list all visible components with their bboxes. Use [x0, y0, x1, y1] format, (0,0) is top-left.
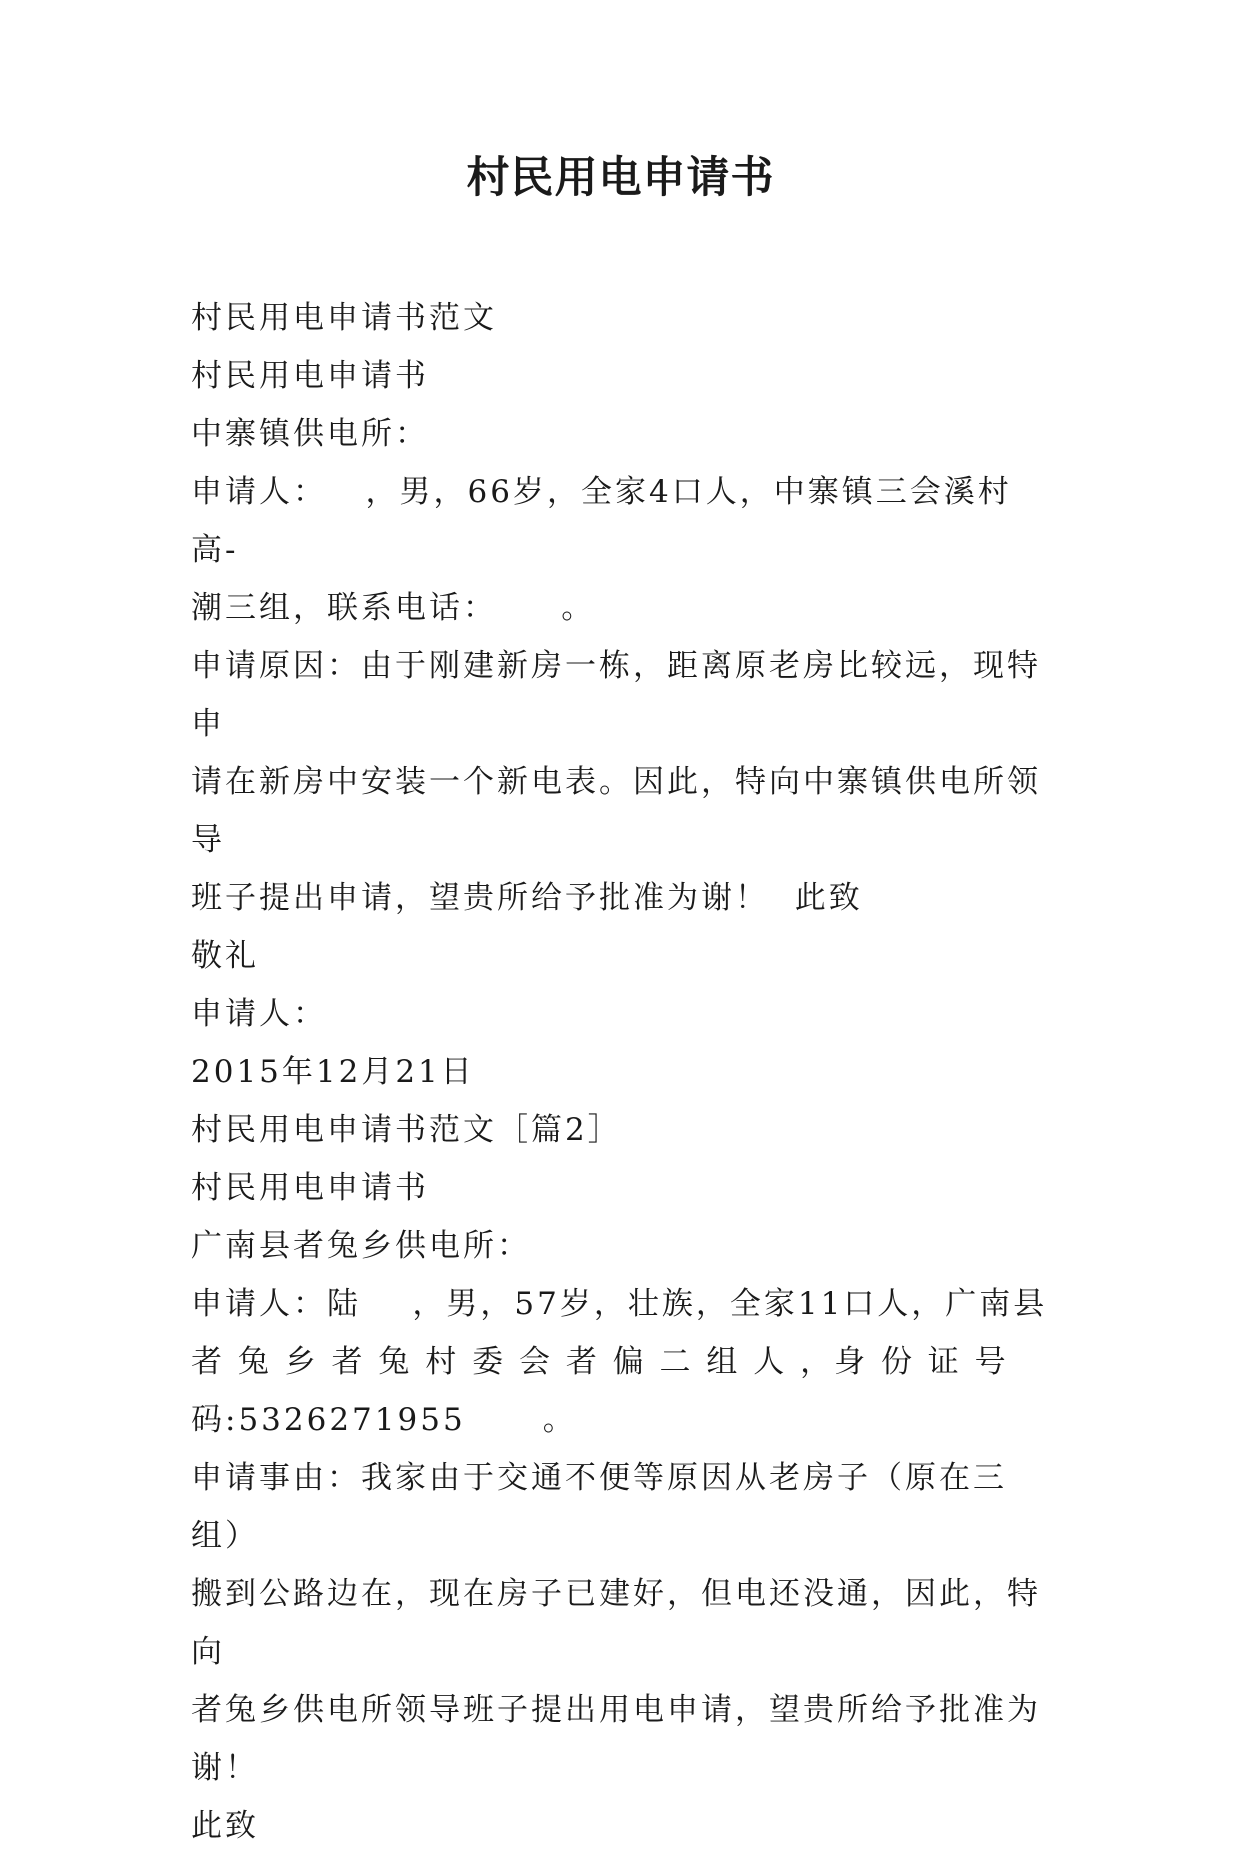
body-line-salutation: 敬礼	[191, 938, 259, 974]
body-line-reason-2-end: 谢！	[191, 1750, 259, 1786]
body-line-signature: 申请人：	[191, 996, 327, 1032]
body-line-closing: 此致	[191, 1808, 259, 1844]
body-line-subheading-2: 村民用电申请书	[191, 1170, 429, 1206]
body-line-heading: 村民用电申请书范文	[191, 300, 497, 336]
body-line-id-number: 码:5326271955 。	[191, 1402, 577, 1438]
body-line-reason-end: 班子提出申请，望贵所给予批准为谢！ 此致	[191, 880, 863, 916]
body-line-heading-2: 村民用电申请书范文［篇2］	[191, 1112, 622, 1148]
body-line-reason-2: 申请事由：我家由于交通不便等原因从老房子（原在三组）	[191, 1460, 1007, 1554]
body-line-reason-cont: 请在新房中安装一个新电表。因此，特向中寨镇供电所领导	[191, 764, 1041, 858]
document-title: 村民用电申请书	[466, 153, 775, 203]
body-line-reason-2-cont-b: 者兔乡供电所领导班子提出用电申请，望贵所给予批准为	[191, 1692, 1041, 1728]
body-line-date: 2015年12月21日	[191, 1054, 475, 1090]
body-line-subheading: 村民用电申请书	[191, 358, 429, 394]
body-line-applicant-2: 申请人：陆 ，男，57岁，壮族，全家11口人，广南县	[191, 1286, 1048, 1322]
body-line-address-2: 者 兔 乡 者 兔 村 委 会 者 偏 二 组 人 ，身 份 证 号	[191, 1344, 1009, 1380]
body-line-address: 潮三组，联系电话： 。	[191, 590, 596, 626]
body-line-applicant: 申请人： ，男，66岁，全家4口人，中寨镇三会溪村高-	[191, 474, 1012, 568]
body-line-reason-2-cont: 搬到公路边在，现在房子已建好，但电还没通，因此，特向	[191, 1576, 1041, 1670]
body-line-recipient: 中寨镇供电所：	[191, 416, 429, 452]
body-line-reason: 申请原因：由于刚建新房一栋，距离原老房比较远，现特申	[191, 648, 1041, 742]
body-line-recipient-2: 广南县者兔乡供电所：	[191, 1228, 531, 1264]
document-body	[191, 289, 1051, 1855]
